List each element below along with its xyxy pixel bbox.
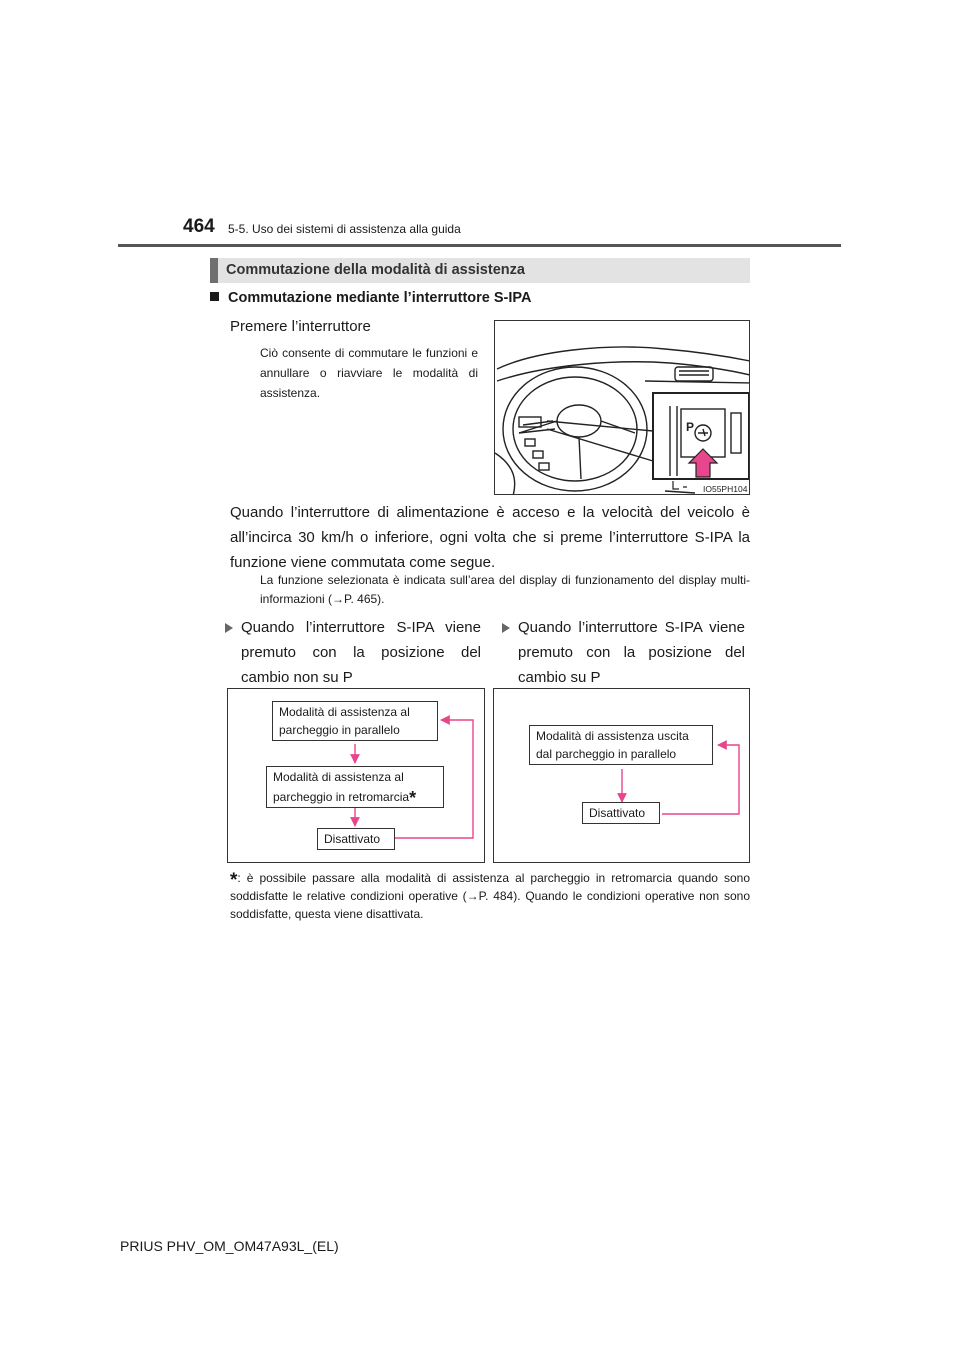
s-ipa-switch-illustration [494, 320, 750, 495]
mode-cycle-diagram-not-p [227, 688, 485, 863]
manual-code: PRIUS PHV_OM_OM47A93L_(EL) [120, 1238, 339, 1254]
body-paragraph: Quando l’interruttore di alimentazione è acceso e la velocità del veicolo è all’incirca 30 km/h o inferiore, ogni volta che si preme l’interruttore S-IPA la funzione viene commutata come segue. [230, 504, 750, 571]
subsection-heading [210, 290, 531, 306]
figure-code: IO55PH104 [703, 484, 748, 494]
footnote-marker: * [230, 870, 238, 891]
mode-cycle-diagram-p [493, 688, 750, 863]
step-title: Premere l’interruttore [230, 318, 371, 335]
body-note: La funzione selezionata è indicata sull’area del display di funzionamento del display multi-informazioni (→P. 465). [260, 573, 750, 606]
switch-letter: P [686, 420, 695, 434]
cycle-arrows [494, 689, 751, 864]
mode-node-off: Disattivato [317, 828, 395, 850]
header-divider [118, 244, 841, 247]
mode-node-reverse [266, 766, 444, 808]
triangle-bullet-icon [502, 623, 510, 633]
chapter-title: 5-5. Uso dei sistemi di assistenza alla guida [228, 222, 461, 236]
mode-node-exit-parallel: Modalità di assistenza uscita dal parcheggio in parallelo [529, 725, 713, 765]
left-column-heading [241, 615, 481, 690]
mode-node-parallel: Modalità di assistenza al parcheggio in parallelo [272, 701, 438, 741]
page-number: 464 [183, 216, 215, 237]
dashboard-drawing [495, 321, 750, 495]
section-tab-marker [210, 258, 218, 283]
subsection-title: Commutazione mediante l’interruttore S-IPA [228, 290, 532, 306]
mode-node-off: Disattivato [582, 802, 660, 824]
right-column-heading-text: Quando l’interruttore S-IPA viene premuto con la posizione del cambio su P [518, 619, 745, 686]
mode-node-reverse-text: Modalità di assistenza al parcheggio in retromarcia [273, 770, 410, 804]
footnote-text: : è possibile passare alla modalità di assistenza al parcheggio in retromarcia quando sono soddisfatte le relative condizioni operative (→P. 484). Quando le condizioni operative non sono soddisfatte, questa viene disattivata. [230, 871, 750, 921]
footnote-star-marker: * [409, 788, 417, 808]
square-bullet-icon [210, 292, 219, 301]
right-column-heading [518, 615, 745, 690]
triangle-bullet-icon [225, 623, 233, 633]
left-column-heading-text: Quando l’interruttore S-IPA viene premuto con la posizione del cambio non su P [241, 619, 481, 686]
section-heading [210, 258, 750, 283]
footnote [230, 868, 750, 923]
section-title: Commutazione della modalità di assistenza [226, 262, 525, 278]
step-description: Ciò consente di commutare le funzioni e annullare o riavviare le modalità di assistenza. [260, 346, 478, 400]
